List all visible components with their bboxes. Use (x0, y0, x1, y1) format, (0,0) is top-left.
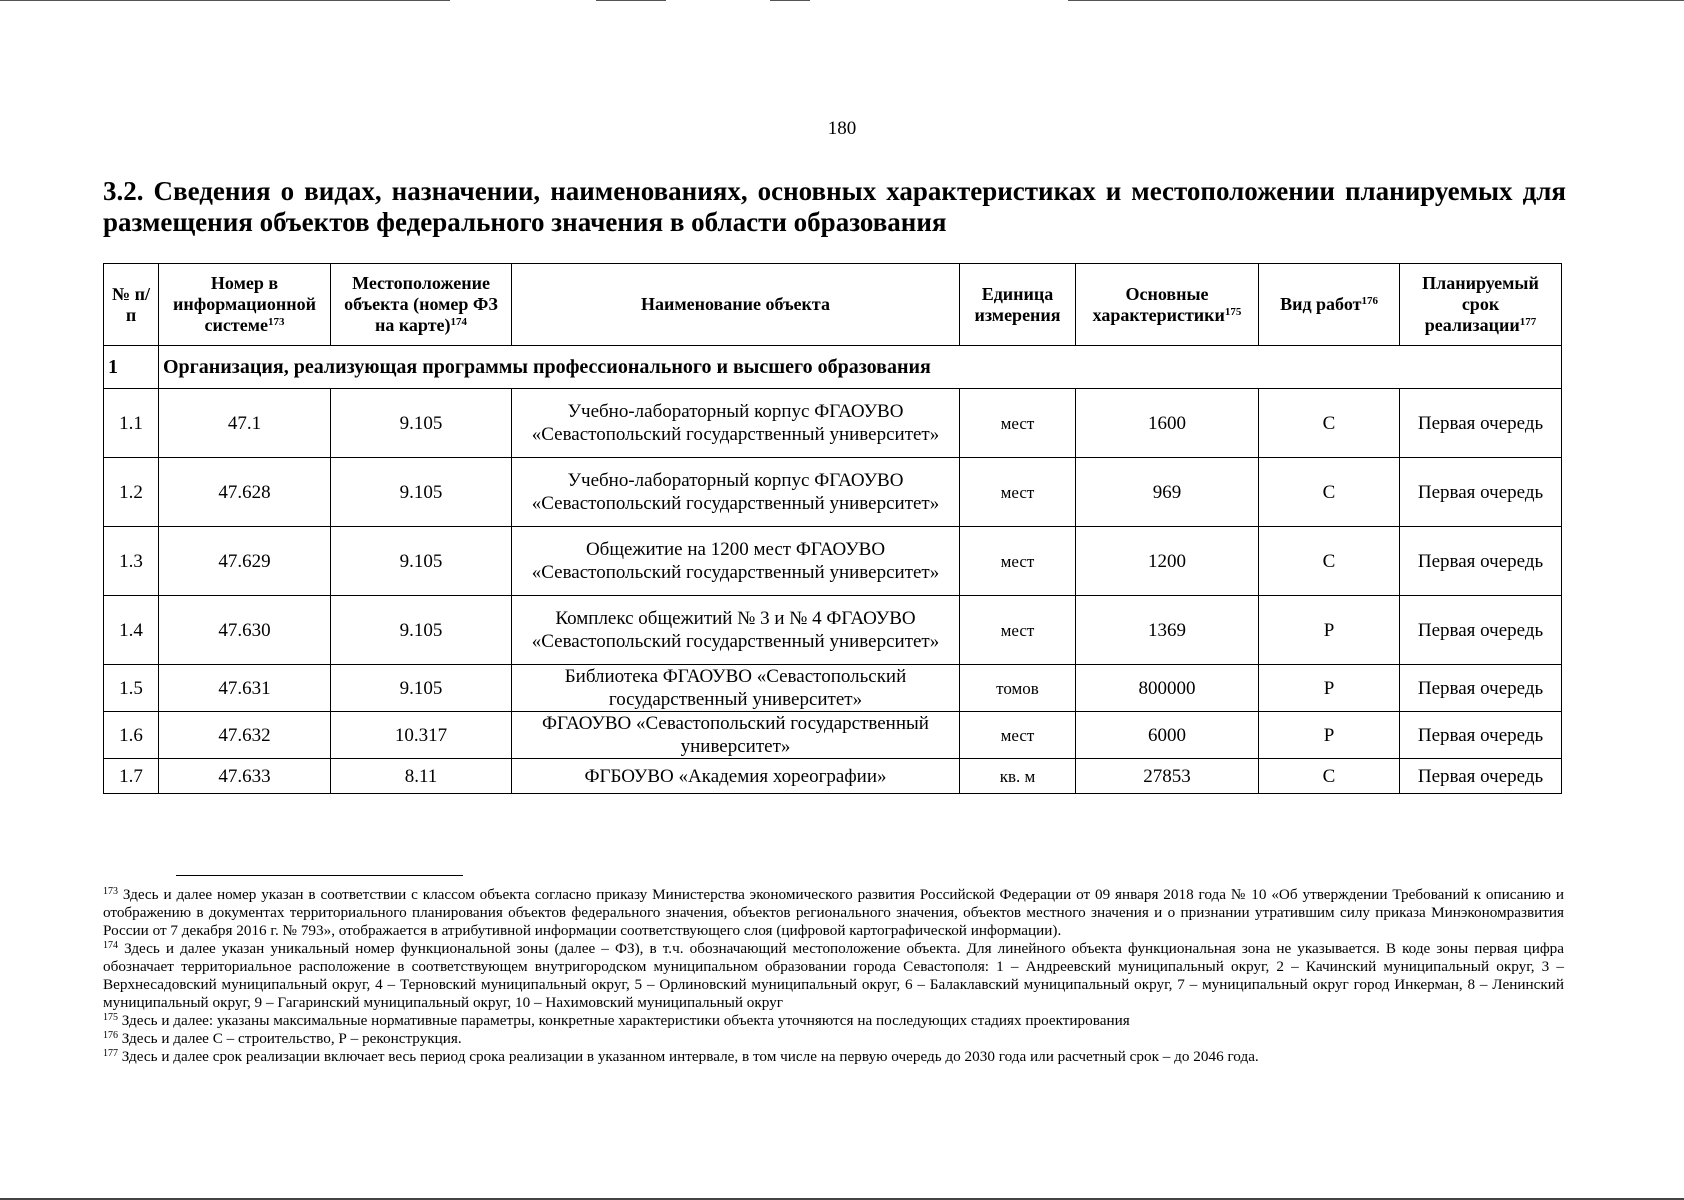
cell-info: 47.629 (159, 527, 331, 596)
table-row (104, 759, 1562, 794)
cell-num: 1.6 (104, 712, 159, 759)
footnote: $^{174}$ Здесь и далее указан уникальный номер функциональной зоны (далее – ФЗ), в т.ч. обозначающий местоположение объекта. Для линейного объекта функциональная зона не указывается. В коде зоны первая цифра обозначает территориальное расположение в соответствующем внутригородском муниципальном образовании города Севастополя: 1 – Андреевский муниципальный округ, 2 – Качинский муниципальный округ, 3 – Верхнесадовский муниципальный округ, 4 – Терновский муниципальный округ, 5 – Орлиновский муниципальный округ, 6 – Балаклавский муниципальный округ, 7 – муниципальный округ город Инкерман, 8 – Ленинский муниципальный округ, 9 – Гагаринский муниципальный округ, 10 – Нахимовский муниципальный округ (103, 940, 1564, 1011)
footnote: $^{175}$ Здесь и далее: указаны максимальные нормативные параметры, конкретные характеристики объекта уточняются на последующих стадиях проектирования (103, 1012, 1130, 1029)
cell-work: Р (1259, 712, 1400, 759)
table-header-row (104, 264, 1562, 346)
cell-term: Первая очередь (1400, 389, 1562, 458)
cell-unit: кв. м (960, 759, 1076, 794)
footnote: $^{176}$ Здесь и далее С – строительство, Р – реконструкция. (103, 1030, 462, 1047)
cell-num: 1.4 (104, 596, 159, 665)
cell-term: Первая очередь (1400, 596, 1562, 665)
cell-term: Первая очередь (1400, 665, 1562, 712)
footnote: $^{177}$ Здесь и далее срок реализации включает весь период срока реализации в указанном интервале, в том числе на первую очередь до 2030 года или расчетный срок – до 2046 года. (103, 1048, 1259, 1065)
group-title: Организация, реализующая программы профессионального и высшего образования (159, 346, 1562, 389)
cell-unit: томов (960, 665, 1076, 712)
header-work-type: Вид работ$^{176}$ (1259, 264, 1400, 346)
table-row (104, 458, 1562, 527)
header-info-number: Номер в информационной системе$^{173}$ (159, 264, 331, 346)
scan-artifact (596, 0, 666, 1)
cell-work: С (1259, 389, 1400, 458)
cell-info: 47.630 (159, 596, 331, 665)
cell-location: 9.105 (331, 527, 512, 596)
cell-value: 969 (1076, 458, 1259, 527)
table-row (104, 389, 1562, 458)
cell-location: 9.105 (331, 665, 512, 712)
cell-name: Учебно-лабораторный корпус ФГАОУВО «Севастопольский государственный университет» (512, 458, 960, 527)
cell-info: 47.631 (159, 665, 331, 712)
cell-name: Общежитие на 1200 мест ФГАОУВО «Севастопольский государственный университет» (512, 527, 960, 596)
footnote: $^{173}$ Здесь и далее номер указан в соответствии с классом объекта согласно приказу Министерства экономического развития Российской Федерации от 09 января 2018 года № 10 «Об утверждении Требований к описанию и отображению в документах территориального планирования объектов федерального значения, объектов регионального значения, объектов местного значения и о признании утратившим силу приказа Минэкономразвития России от 7 декабря 2016 г. № 793», отображается в атрибутивной информации соответствующего слоя (цифровой картографической информации). (103, 886, 1564, 939)
table-row (104, 527, 1562, 596)
header-name: Наименование объекта (512, 264, 960, 346)
cell-location: 9.105 (331, 389, 512, 458)
header-term: Планируемый срок реализации$^{177}$ (1400, 264, 1562, 346)
footnotes (103, 886, 1564, 1066)
table-row (104, 665, 1562, 712)
cell-work: Р (1259, 665, 1400, 712)
footnote-separator (176, 875, 463, 876)
cell-unit: мест (960, 389, 1076, 458)
cell-name: Библиотека ФГАОУВО «Севастопольский государственный университет» (512, 665, 960, 712)
scan-artifact (770, 0, 810, 1)
cell-num: 1.7 (104, 759, 159, 794)
cell-info: 47.1 (159, 389, 331, 458)
cell-value: 27853 (1076, 759, 1259, 794)
cell-unit: мест (960, 712, 1076, 759)
cell-info: 47.633 (159, 759, 331, 794)
cell-num: 1.5 (104, 665, 159, 712)
cell-num: 1.2 (104, 458, 159, 527)
cell-value: 1200 (1076, 527, 1259, 596)
cell-location: 9.105 (331, 458, 512, 527)
cell-work: С (1259, 458, 1400, 527)
cell-location: 9.105 (331, 596, 512, 665)
cell-num: 1.3 (104, 527, 159, 596)
cell-name: Учебно-лабораторный корпус ФГАОУВО «Севастопольский государственный университет» (512, 389, 960, 458)
table-group-row (104, 346, 1562, 389)
cell-term: Первая очередь (1400, 458, 1562, 527)
cell-name: ФГАОУВО «Севастопольский государственный университет» (512, 712, 960, 759)
cell-unit: мест (960, 596, 1076, 665)
table-row (104, 596, 1562, 665)
cell-work: Р (1259, 596, 1400, 665)
cell-unit: мест (960, 458, 1076, 527)
page-number: 180 (827, 118, 857, 139)
cell-work: С (1259, 527, 1400, 596)
header-characteristics: Основные характеристики$^{175}$ (1076, 264, 1259, 346)
cell-term: Первая очередь (1400, 759, 1562, 794)
scan-artifact (1068, 0, 1684, 1)
cell-value: 1600 (1076, 389, 1259, 458)
cell-name: Комплекс общежитий № 3 и № 4 ФГАОУВО «Севастопольский государственный университет» (512, 596, 960, 665)
group-num: 1 (104, 346, 159, 389)
cell-info: 47.632 (159, 712, 331, 759)
header-unit: Единица измерения (960, 264, 1076, 346)
header-num: № п/п (104, 264, 159, 346)
table-row (104, 712, 1562, 759)
cell-term: Первая очередь (1400, 527, 1562, 596)
cell-num: 1.1 (104, 389, 159, 458)
scan-artifact (0, 0, 450, 1)
cell-term: Первая очередь (1400, 712, 1562, 759)
cell-location: 10.317 (331, 712, 512, 759)
cell-value: 6000 (1076, 712, 1259, 759)
cell-unit: мест (960, 527, 1076, 596)
cell-name: ФГБОУВО «Академия хореографии» (512, 759, 960, 794)
cell-location: 8.11 (331, 759, 512, 794)
cell-info: 47.628 (159, 458, 331, 527)
section-heading: 3.2. Сведения о видах, назначении, наименованиях, основных характеристиках и местоположении планируемых для размещения объектов федерального значения в области образования (103, 176, 1566, 237)
cell-value: 1369 (1076, 596, 1259, 665)
header-location: Местоположение объекта (номер ФЗ на карте)$^{174}$ (331, 264, 512, 346)
cell-work: С (1259, 759, 1400, 794)
objects-table (103, 263, 1562, 794)
cell-value: 800000 (1076, 665, 1259, 712)
